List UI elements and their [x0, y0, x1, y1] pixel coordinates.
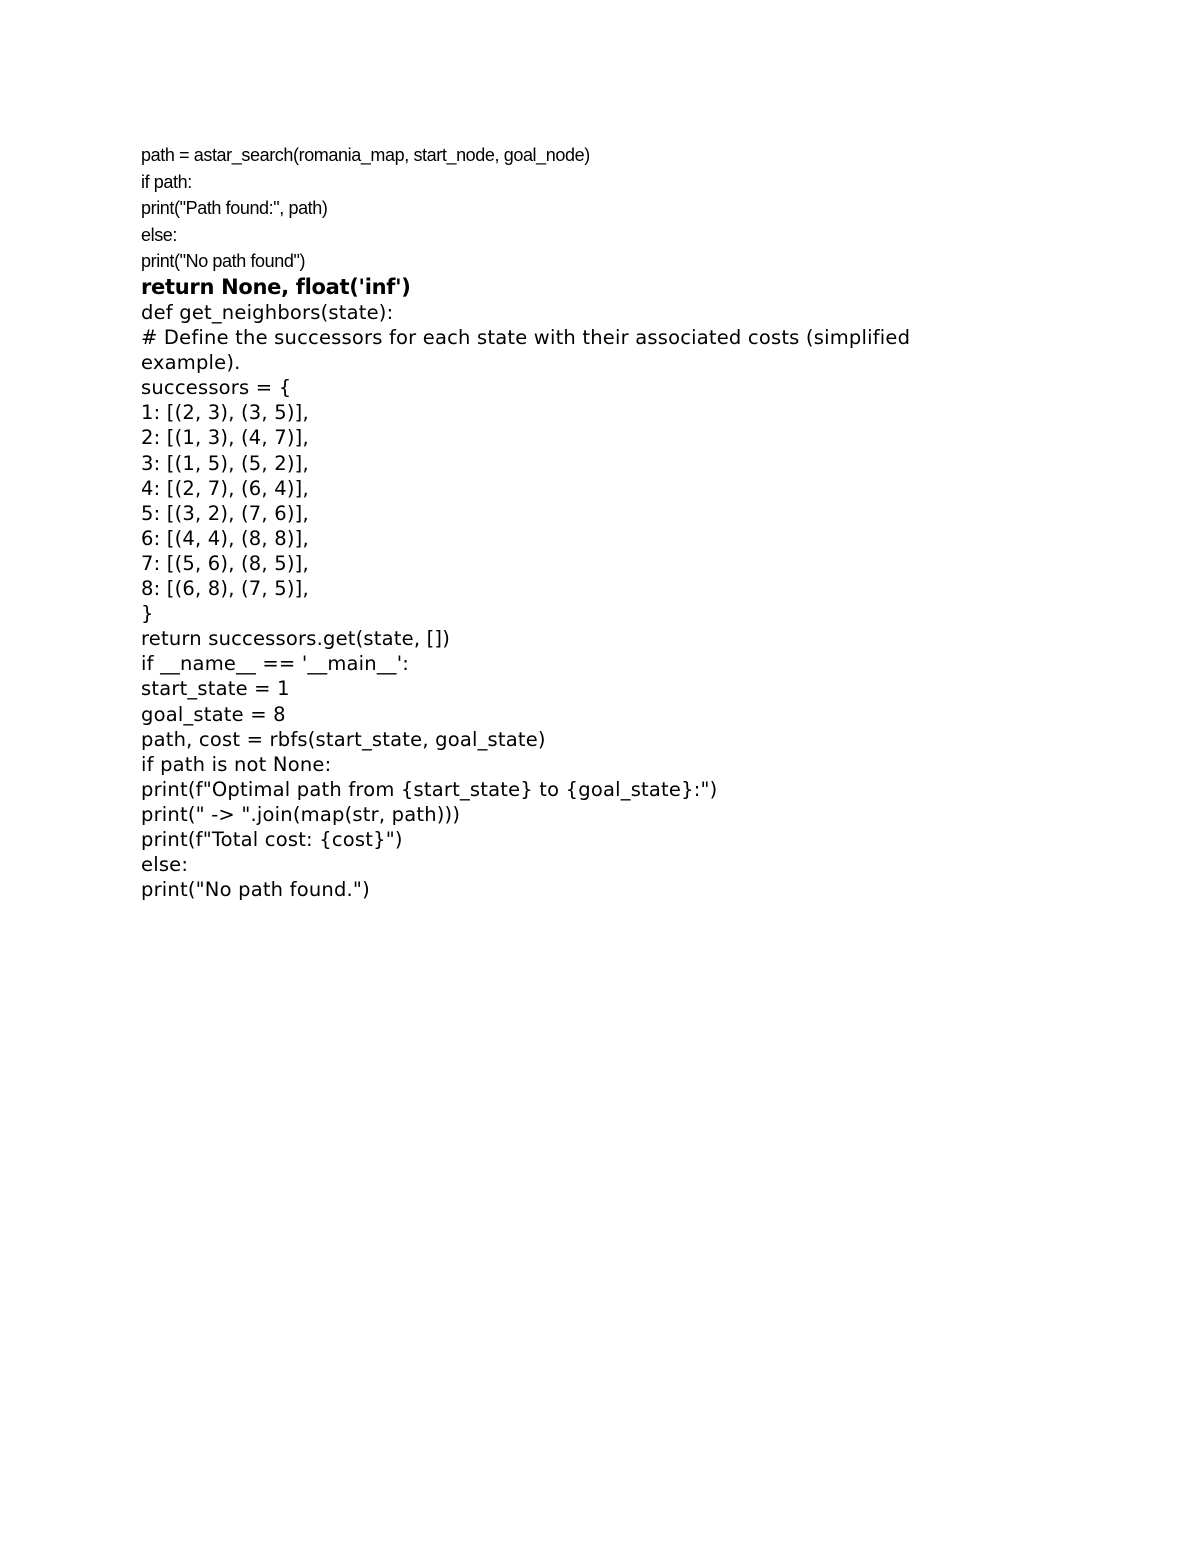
code-line: 8: [(6, 8), (7, 5)], — [141, 577, 309, 601]
code-line: if path: — [141, 171, 192, 192]
code-line: 7: [(5, 6), (8, 5)], — [141, 551, 309, 575]
code-line: path = astar_search(romania_map, start_node, goal_node) — [141, 145, 590, 165]
code-line: 2: [(1, 3), (4, 7)], — [141, 426, 309, 450]
code-line: 3: [(1, 5), (5, 2)], — [141, 451, 309, 475]
code-line: if __name__ == '__main__': — [141, 652, 410, 676]
code-line: print(f"Total cost: {cost}") — [141, 827, 403, 851]
code-line: print(" -> ".join(map(str, path))) — [141, 802, 461, 826]
code-block-rbfs — [141, 300, 910, 902]
code-line: 5: [(3, 2), (7, 6)], — [141, 501, 309, 525]
code-line-bold-return: return None, float('inf') — [141, 275, 411, 299]
code-line: # Define the successors for each state with their associated costs (simplified — [141, 326, 911, 350]
code-line: goal_state = 8 — [141, 702, 286, 726]
code-line: print("Path found:", path) — [141, 198, 328, 218]
code-line: } — [141, 602, 154, 626]
code-line: 6: [(4, 4), (8, 8)], — [141, 526, 309, 550]
code-line: 1: [(2, 3), (3, 5)], — [141, 401, 309, 425]
code-line: example). — [141, 351, 241, 375]
code-line: start_state = 1 — [141, 677, 290, 701]
code-block-astar — [141, 142, 590, 275]
code-line: path, cost = rbfs(start_state, goal_state) — [141, 727, 546, 751]
code-line: print("No path found.") — [141, 878, 370, 902]
code-line: successors = { — [141, 376, 292, 400]
code-line: print("No path found") — [141, 251, 306, 271]
code-line: else: — [141, 224, 178, 245]
code-line: 4: [(2, 7), (6, 4)], — [141, 476, 309, 500]
code-line: return successors.get(state, []) — [141, 627, 451, 651]
code-line: print(f"Optimal path from {start_state} to {goal_state}:") — [141, 777, 718, 801]
code-line: else: — [141, 853, 189, 877]
code-line: def get_neighbors(state): — [141, 301, 394, 324]
code-line: if path is not None: — [141, 752, 332, 776]
